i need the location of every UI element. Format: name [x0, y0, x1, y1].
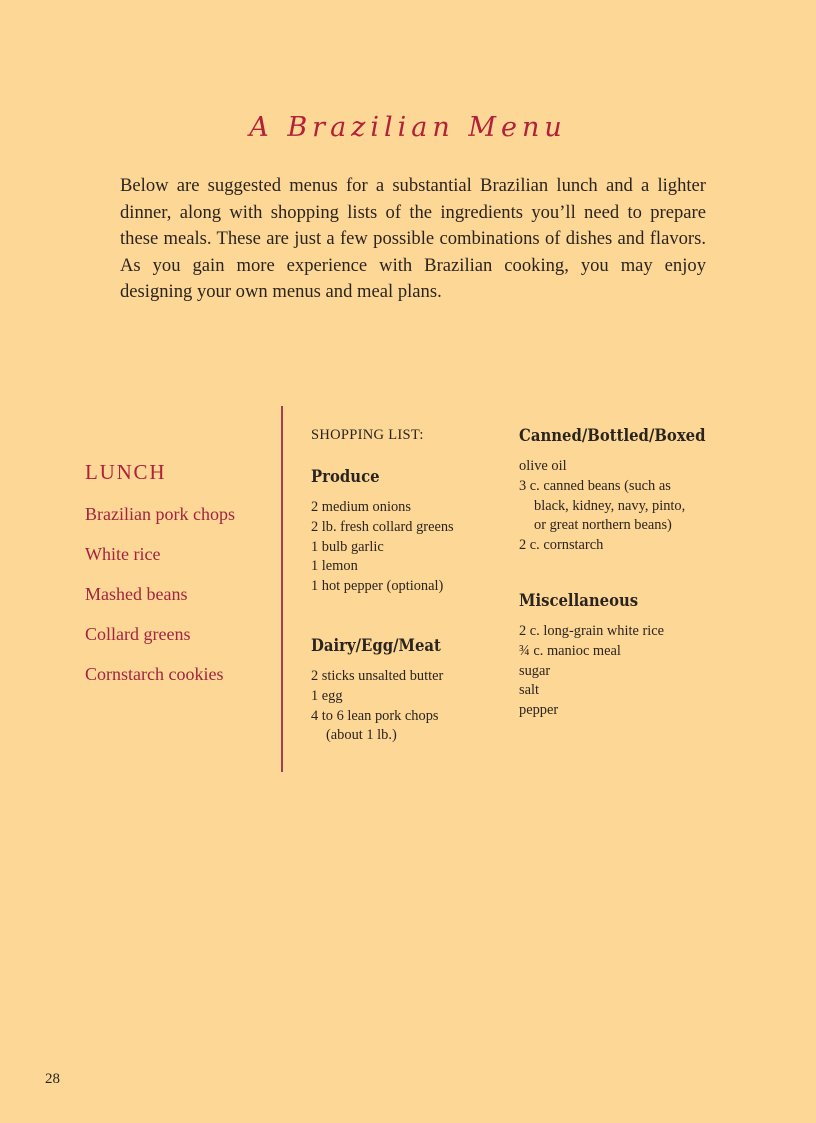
shopping-item: 1 egg [311, 687, 343, 704]
shopping-item: 2 c. long-grain white rice [519, 622, 665, 639]
dairy-list [311, 667, 511, 746]
lunch-dish: Brazilian pork chops [85, 504, 235, 524]
shopping-item: pepper [519, 702, 559, 719]
shopping-item: sugar [519, 662, 551, 679]
shopping-list-column-2 [519, 425, 719, 721]
lunch-dish-list [85, 503, 275, 703]
shopping-item: 1 bulb garlic [311, 538, 384, 555]
lunch-dish: Collard greens [85, 624, 191, 644]
shopping-list-label: SHOPPING LIST: [311, 427, 424, 443]
misc-heading: Miscellaneous [519, 590, 639, 610]
lunch-dish: Mashed beans [85, 584, 188, 604]
dairy-heading: Dairy/Egg/Meat [311, 635, 441, 655]
lunch-menu [85, 460, 275, 703]
canned-section [519, 425, 719, 556]
shopping-item: 3 c. canned beans (such as [519, 477, 671, 494]
shopping-item: 2 c. cornstarch [519, 537, 604, 554]
canned-heading: Canned/Bottled/Boxed [519, 426, 706, 445]
intro-paragraph: Below are suggested menus for a substantial Brazilian lunch and a lighter dinner, along with shopping lists of the ingredients you’ll need to prepare these meals. These are just a few possible combinations of dishes and flavors. As you gain more experience with Brazilian cooking, you may enjoy designing your own menus and meal plans. [120, 175, 706, 302]
shopping-item: black, kidney, navy, pinto, [534, 497, 686, 514]
misc-list [519, 622, 719, 721]
shopping-item: 1 hot pepper (optional) [311, 578, 444, 595]
shopping-item: 2 medium onions [311, 499, 411, 515]
dairy-section [311, 635, 511, 746]
shopping-item: 4 to 6 lean pork chops [311, 707, 439, 724]
shopping-list-column-1 [311, 425, 511, 746]
misc-section [519, 590, 719, 721]
shopping-item: salt [519, 682, 539, 699]
shopping-item: (about 1 lb.) [326, 727, 397, 744]
shopping-item: or great northern beans) [534, 517, 672, 534]
produce-list [311, 498, 511, 597]
lunch-dish: White rice [85, 544, 161, 564]
lunch-dish: Cornstarch cookies [85, 664, 224, 684]
shopping-item: olive oil [519, 458, 567, 474]
shopping-item: 2 lb. fresh collard greens [311, 518, 454, 535]
shopping-item: 1 lemon [311, 558, 358, 575]
produce-section [311, 466, 511, 597]
canned-list [519, 457, 719, 556]
column-divider [281, 406, 283, 772]
lunch-heading: LUNCH [85, 460, 167, 484]
page-number: 28 [45, 1071, 60, 1087]
shopping-item: 2 sticks unsalted butter [311, 667, 444, 684]
produce-heading: Produce [311, 467, 380, 486]
page-title: A Brazilian Menu [249, 112, 567, 143]
shopping-item: ¾ c. manioc meal [519, 642, 621, 659]
